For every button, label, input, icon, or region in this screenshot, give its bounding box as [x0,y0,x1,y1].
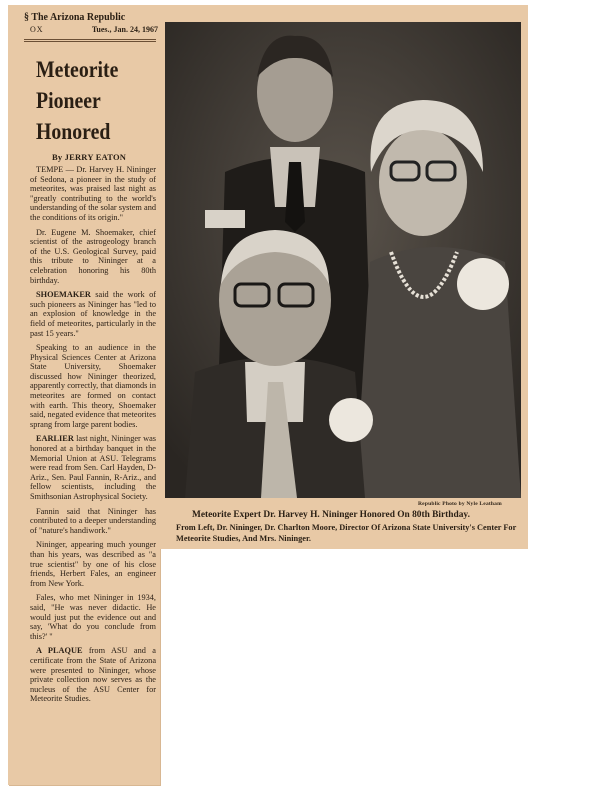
boutonniere-flower [329,398,373,442]
paragraph [30,646,156,704]
headline-line: Meteorite [36,57,119,82]
divider [24,41,156,42]
corsage-flower [457,258,509,310]
photograph [165,22,521,498]
publication-date: Tues., Jan. 24, 1967 [91,25,158,34]
paragraph-text: last night, Nininger was honored at a birthday banquet in the Memorial Union at ASU. Telegrams were read from Sen. Carl Hayden, D-Ariz., Sen. Paul Fannin, R-Ariz., and fellow scientists, including the Smithsonian Astrophysical Society. [30,434,156,501]
paragraph: TEMPE — Dr. Harvey H. Nininger of Sedona, a pioneer in the study of meteorites, was praised last night as "greatly contributing to the world's understanding of the solar system and the conditions of its origin." [30,165,156,222]
paragraph: Nininger, appearing much younger than his years, was described as "a true scientist" by one of his close friends, Herbert Fales, an engineer from New York. [30,540,156,588]
paragraph: Fales, who met Nininger in 1934, said, "He was never didactic. He would just put the evidence out and say, 'What do you conclude from this?' " [30,593,156,641]
headline-line: Honored [36,119,111,144]
paragraph-lead: EARLIER [36,434,74,444]
newspaper-name: § The Arizona Republic [24,12,126,23]
paragraph-lead: A PLAQUE [36,646,83,656]
headline [36,54,137,147]
headline-line: Pioneer [36,88,101,113]
paragraph-text: said the work of such pioneers as Nininger has "led to an explosion of knowledge in the field of meteorites, particularly in the past 15 years." [30,290,156,338]
name-tag [205,210,245,228]
divider [24,39,156,40]
handwritten-marks: OX [30,25,44,34]
paragraph: Fannin said that Nininger has contributed to a deeper understanding of "nature's handiwork." [30,506,156,535]
photo-credit: Republic Photo by Nyle Leatham [418,501,502,507]
caption-body: From Left, Dr. Nininger, Dr. Charlton Moore, Director Of Arizona State University's Center For Meteorite Studies, And Mrs. Nininger. [176,523,517,543]
photo-illustration [165,22,521,498]
paragraph-lead: SHOEMAKER [36,290,91,300]
article-body [30,165,156,709]
woman-face [379,128,467,236]
masthead [24,12,158,35]
paragraph [30,290,156,338]
paragraph [30,434,156,501]
byline: By JERRY EATON [52,152,127,162]
paragraph-text: from ASU and a certificate from the State of Arizona were presented to Nininger, whose private collection now serves as the nucleus of the ASU Center for Meteorite Studies. [30,646,156,704]
paragraph: Speaking to an audience in the Physical Sciences Center at Arizona State University, Shoemaker discussed how Nininger theorized, apparently correctly, that diamonds in meteorites are formed on contact with earth. This theory, Shoemaker said, negated evidence that meteorites sprang from large parent bodies. [30,343,157,429]
paragraph: Dr. Eugene M. Shoemaker, chief scientist of the astrogeology branch of the U.S. Geological Survey, paid this tribute to Nininger at a celebration honoring his 80th birthday. [30,227,156,285]
caption-title: Meteorite Expert Dr. Harvey H. Nininger Honored On 80th Birthday. [192,510,470,520]
